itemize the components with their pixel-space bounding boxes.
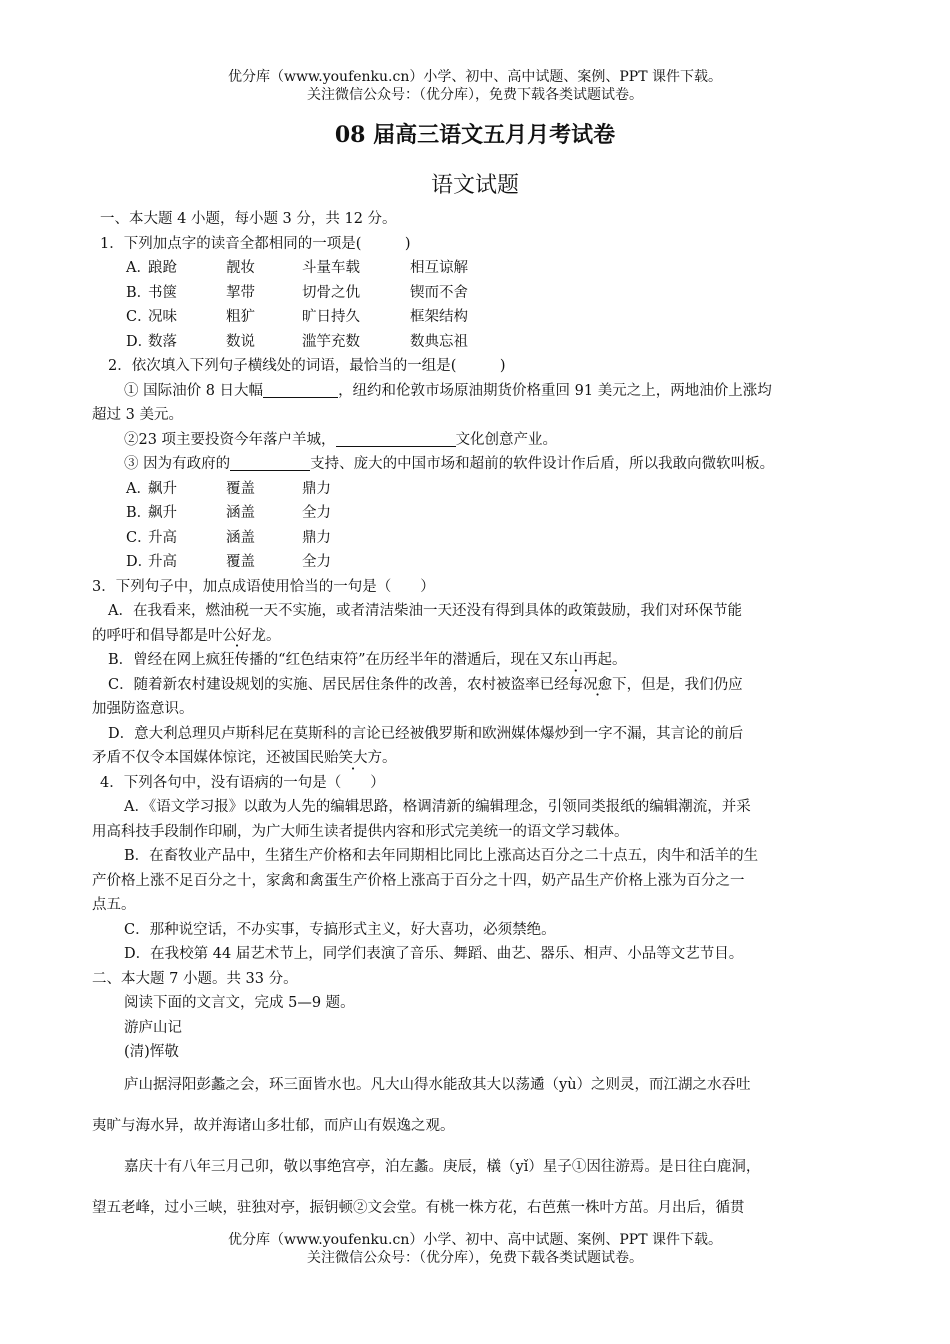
footer-line-1: 优分库（www.youfenku.cn）小学、初中、高中试题、案例、PPT 课件下载。 <box>227 1232 722 1248</box>
q3-option-a-line1: A．在我看来，燃油税一天不实施，或者清洁柴油一天还没有得到具体的政策鼓励，我们对环保节能 <box>108 603 742 619</box>
q1-option-b: B． 书箧 挈带 切骨之仇 锲而不舍 <box>126 284 468 301</box>
q2-option-b: B． 飙升 涵盖 全力 <box>126 505 331 521</box>
dotted-idiom-a: 叶公好龙 <box>208 627 266 644</box>
q1-options <box>92 256 862 354</box>
blank-2 <box>336 430 456 447</box>
q4-option-d: D．在我校第 44 届艺术节上，同学们表演了音乐、舞蹈、曲艺、器乐、相声、小品等文艺节目。 <box>124 946 744 962</box>
q4-stem: 4．下列各句中，没有语病的一句是（ ） <box>100 774 385 791</box>
q2-option-a: A． 飙升 覆盖 鼎力 <box>126 480 331 497</box>
q4-option-b-line3: 点五。 <box>92 897 136 913</box>
q2-stem: 2．依次填入下列句子横线处的词语，最恰当的一组是( ) <box>108 358 506 374</box>
q1-option-a: A． 踉跄 靓妆 斗量车载 相互谅解 <box>126 260 468 276</box>
q2-sentence-1: ① 国际油价 8 日大幅 ，纽约和伦敦市场原油期货价格重回 91 美元之上，两地油价上涨均 <box>124 382 772 399</box>
q1-option-c: C． 况味 粗犷 旷日持久 框架结构 <box>126 309 468 325</box>
blank-3 <box>230 454 310 471</box>
q4-option-a-line1: A．《语文学习报》以敢为人先的编辑思路，格调清新的编辑理念，引领同类报纸的编辑潮流，并采 <box>124 799 751 815</box>
blank-1 <box>263 381 338 398</box>
footer-line-2: 关注微信公众号：（优分库），免费下载各类试题试卷。 <box>307 1250 643 1266</box>
exam-content <box>92 207 862 1229</box>
q2-options <box>92 477 862 575</box>
q3-option-a-line2: 的呼吁和倡导都是叶公好龙。 <box>92 627 281 644</box>
reading-p2-line1: 嘉庆十有八年三月己卯，敬以事绝宫亭，泊左蠡。庚辰，檥（yǐ）星子①因往游焉。是日往白鹿洞， <box>124 1158 761 1175</box>
exam-subtitle: 语文试题 <box>430 173 519 198</box>
q1-stem: 1．下列加点字的读音全都相同的一项是( ) <box>100 235 411 252</box>
section-2-heading: 二、本大题 7 小题。共 33 分。 <box>92 970 298 987</box>
reading-title: 游庐山记 <box>124 1019 182 1036</box>
q2-sentence-2: ②23 项主要投资今年落户羊城， 文化创意产业。 <box>124 431 558 448</box>
page-header <box>0 68 950 104</box>
section-1-heading: 一、本大题 4 小题，每小题 3 分，共 12 分。 <box>100 211 397 227</box>
q2-option-d: D． 升高 覆盖 全力 <box>126 554 331 570</box>
q3-option-d-line2: 矛盾不仅令本国媒体惊诧，还被国民贻笑大方。 <box>92 750 397 766</box>
exam-title: 08 届高三语文五月月考试卷 <box>334 122 616 148</box>
reading-intro: 阅读下面的文言文，完成 5—9 题。 <box>124 995 355 1011</box>
q2-sentence-1-cont: 超过 3 美元。 <box>92 407 183 423</box>
dotted-idiom-c: 每况愈下 <box>568 676 627 693</box>
q3-option-c-line1: C．随着新农村建设规划的实施、居民居住条件的改善，农村被盗率已经每况愈下，但是，我们仍应 <box>108 676 743 693</box>
page-footer <box>0 1231 950 1267</box>
q4-option-b-line1: B．在畜牧业产品中，生猪生产价格和去年同期相比同比上涨高达百分之二十点五，肉牛和活羊的生 <box>124 848 759 864</box>
q1-option-d: D． 数落 数说 滥竽充数 数典忘祖 <box>126 333 468 350</box>
reading-p1-line1: 庐山据浔阳彭蠡之会，环三面皆水也。凡大山得水能敌其大以荡遹（yù）之则灵，而江湖之水吞吐 <box>124 1076 751 1093</box>
q3-stem: 3．下列句子中，加点成语使用恰当的一句是（ ） <box>92 578 435 595</box>
q3-option-b: B．曾经在网上疯狂传播的“红色结束符”在历经半年的潜遁后，现在又东山再起 ·。 <box>92 648 862 673</box>
header-line-2: 关注微信公众号：（优分库），免费下载各类试题试卷。 <box>307 87 643 103</box>
q4-option-b-line2: 产价格上涨不足百分之十，家禽和禽蛋生产价格上涨高于百分之十四，奶产品生产价格上涨为百分之一 <box>92 872 745 889</box>
reading-p2-line2: 望五老峰，过小三峡，驻独对亭，振钥顿②文会堂。有桃一株方花，右芭蕉一株叶方茁。月出后，循贯 <box>92 1199 745 1216</box>
header-line-1: 优分库（www.youfenku.cn）小学、初中、高中试题、案例、PPT 课件下载。 <box>227 69 722 85</box>
reading-p1-line2: 夷旷与海水异，故并海诸山多壮郁，而庐山有娱逸之观。 <box>92 1117 455 1134</box>
q4-option-c: C．那种说空话，不办实事，专搞形式主义，好大喜功，必须禁绝。 <box>124 921 556 938</box>
q3-option-d-line1: D．意大利总理贝卢斯科尼在莫斯科的言论已经被俄罗斯和欧洲媒体爆炒到一字不漏，其言论的前后 <box>108 725 744 742</box>
q3-option-c-line2: 加强防盗意识。 <box>92 701 194 717</box>
reading-author: (清)恽敬 <box>124 1044 179 1060</box>
q2-sentence-3: ③ 因为有政府的 支持、庞大的中国市场和超前的软件设计作后盾，所以我敢向微软叫板。 <box>124 456 775 472</box>
dotted-idiom-d: 贻笑大方 <box>324 750 382 766</box>
q2-option-c: C． 升高 涵盖 鼎力 <box>126 529 331 546</box>
dotted-idiom-b: 又东山再起 · <box>539 652 612 668</box>
q4-option-a-line2: 用高科技手段制作印刷，为广大师生读者提供内容和形式完美统一的语文学习载体。 <box>92 823 629 840</box>
